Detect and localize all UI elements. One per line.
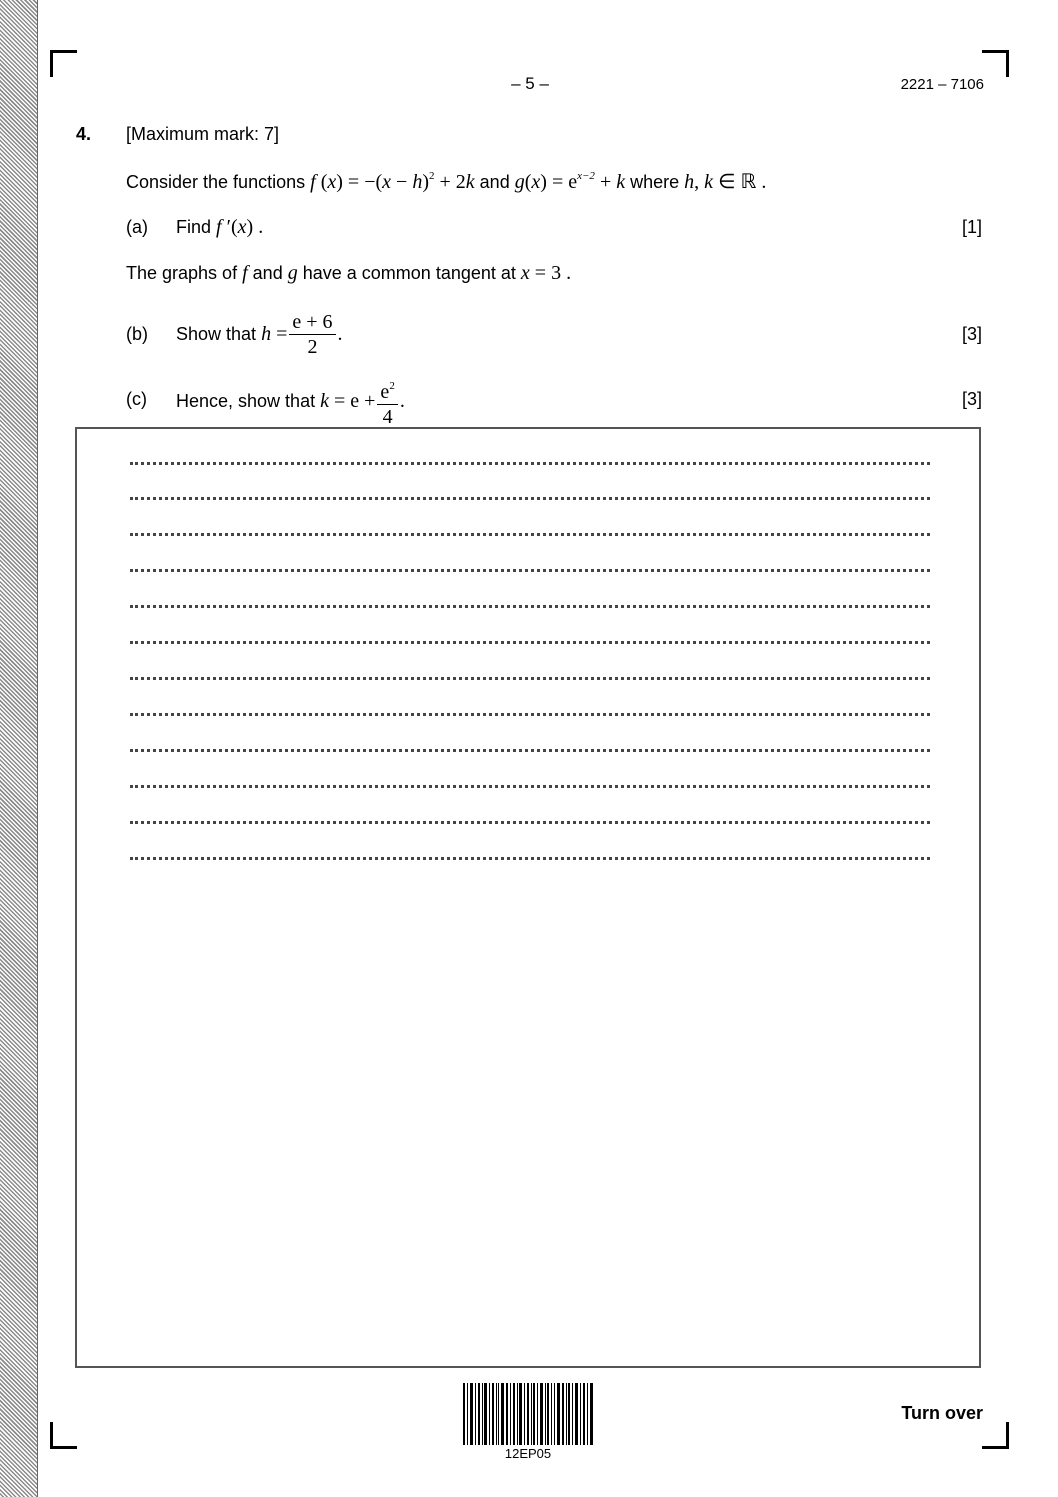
crop-mark-top-left: [50, 50, 77, 77]
h-expression: h =: [261, 323, 288, 345]
part-b-text: Show that h = $\frac{e + 6}{2}$ .: [176, 311, 343, 358]
f-definition: f $(x) = -(x - h)^2 + 2k$: [310, 170, 475, 193]
page-number: – 5 –: [511, 74, 549, 93]
k-fraction: $\frac{e^2}{4}$: [377, 374, 397, 429]
intro-text: Consider the functions: [126, 172, 306, 192]
h-fraction: $\frac{e + 6}{2}$: [289, 310, 335, 359]
part-b-label: (b): [126, 324, 148, 344]
part-a-text: Find f ′(x) .: [176, 216, 264, 238]
crop-mark-bottom-right: [982, 1422, 1009, 1449]
k-expression: k = e +: [320, 390, 376, 412]
left-margin-strip: [0, 0, 38, 1497]
answer-line[interactable]: [130, 821, 930, 824]
barcode-text: 12EP05: [504, 1446, 552, 1461]
crop-mark-top-right: [982, 50, 1009, 77]
crop-mark-bottom-left: [50, 1422, 77, 1449]
answer-line[interactable]: [130, 785, 930, 788]
question-intro: [126, 169, 766, 194]
part-c-text: Hence, show that k = e + $\frac{e^2}{4}$ .: [176, 374, 405, 429]
part-c-marks: [3]: [961, 389, 982, 409]
answer-line[interactable]: [130, 749, 930, 752]
answer-line[interactable]: [130, 497, 930, 500]
common-tangent-statement: The graphs of f and g have a common tangent at x = 3 .: [126, 262, 572, 284]
turn-over-label: Turn over: [901, 1403, 983, 1423]
answer-line[interactable]: [130, 533, 930, 536]
maximum-mark: [Maximum mark: 7]: [126, 124, 280, 144]
answer-line[interactable]: [130, 569, 930, 572]
part-a-label: (a): [126, 217, 148, 237]
intro-and: and: [479, 172, 510, 192]
answer-line[interactable]: [130, 462, 930, 465]
part-b-marks: [3]: [961, 324, 982, 344]
answer-line[interactable]: [130, 713, 930, 716]
g-definition: $g(x) = e^{x-2} + k$: [514, 170, 626, 193]
paper-code: 2221 – 7106: [900, 76, 984, 93]
answer-line[interactable]: [130, 677, 930, 680]
question-number: 4.: [76, 124, 92, 144]
answer-line[interactable]: [130, 605, 930, 608]
f-prime-expression: f ′(x) .: [216, 216, 264, 238]
intro-where: where: [630, 172, 680, 192]
barcode: [463, 1383, 593, 1445]
domain-condition: h, k ∈ ℝ .: [684, 171, 767, 193]
answer-line[interactable]: [130, 857, 930, 860]
part-c-label: (c): [126, 389, 147, 409]
part-a-marks: [1]: [961, 217, 982, 237]
tangent-point: x = 3 .: [520, 262, 572, 284]
answer-line[interactable]: [130, 641, 930, 644]
